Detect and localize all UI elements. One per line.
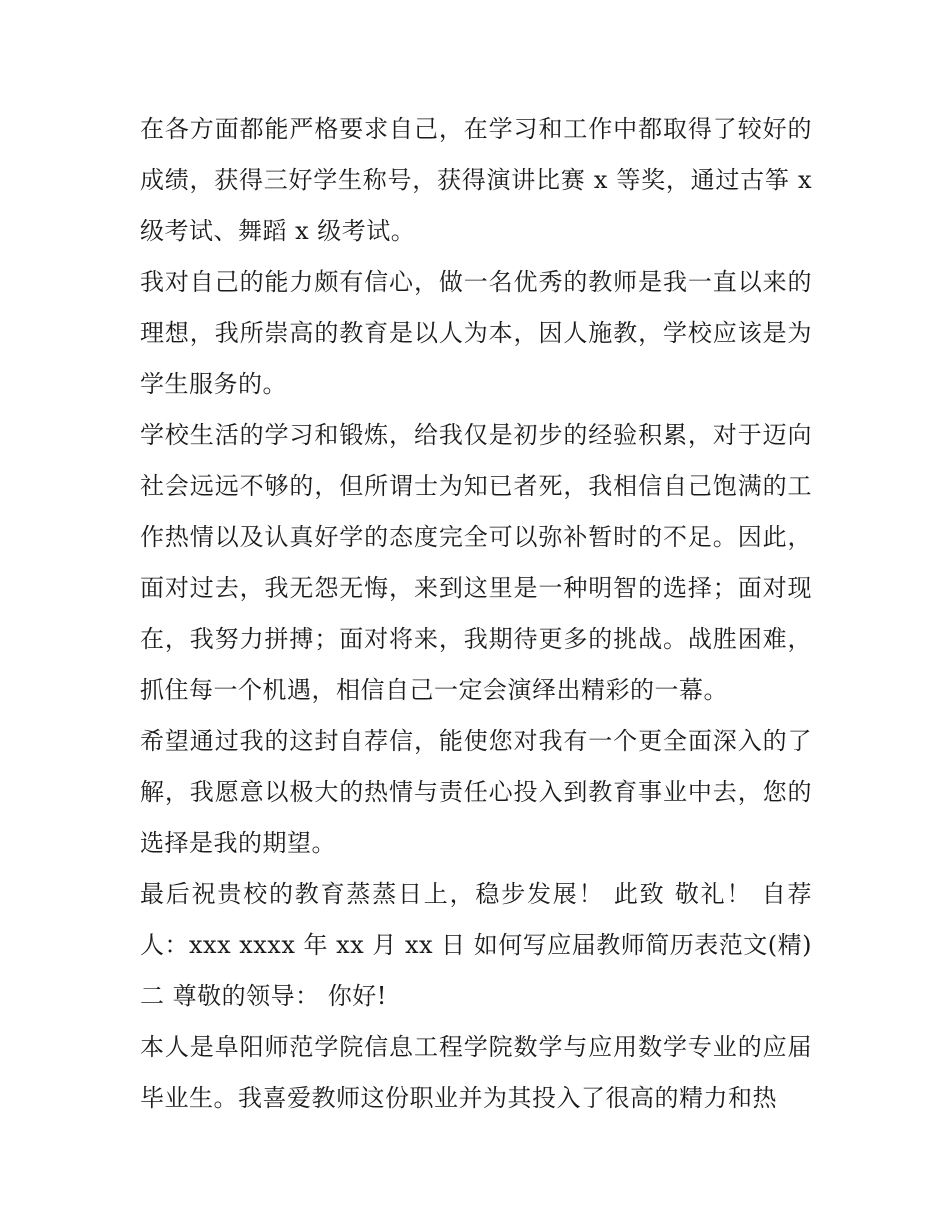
paragraph-confidence: 我对自己的能力颇有信心，做一名优秀的教师是我一直以来的理想，我所崇高的教育是以人为本，因人施教，学校应该是为学生服务的。 — [140, 268, 812, 398]
paragraph-closing: 最后祝贵校的教育蒸蒸日上，稳步发展！ 此致 敬礼！ 自荐人：xxx xxxx 年 xx 月 xx 日 如何写应届教师简历表范文(精)二 尊敬的领导： 你好! — [140, 880, 813, 1010]
paragraph-introduction: 本人是阜阳师范学院信息工程学院数学与应用数学专业的应届毕业生。我喜爱教师这份职业并为其投入了很高的精力和热 — [140, 1033, 812, 1112]
document-body — [140, 104, 812, 1124]
paragraph-hope: 希望通过我的这封自荐信，能使您对我有一个更全面深入的了解，我愿意以极大的热情与责任心投入到教育事业中去，您的选择是我的期望。 — [140, 727, 812, 857]
paragraph-achievements: 在各方面都能严格要求自己，在学习和工作中都取得了较好的成绩，获得三好学生称号，获得演讲比赛 x 等奖，通过古筝 x 级考试、舞蹈 x 级考试。 — [140, 115, 812, 245]
paragraph-school-life: 学校生活的学习和锻炼，给我仅是初步的经验积累，对于迈向社会远远不够的，但所谓士为知已者死，我相信自己饱满的工作热情以及认真好学的态度完全可以弥补暂时的不足。因此，面对过去，我无怨无悔，来到这里是一种明智的选择；面对现在，我努力拼搏；面对将来，我期待更多的挑战。战胜困难，抓住每一个机遇，相信自己一定会演绎出精彩的一幕。 — [140, 421, 812, 704]
